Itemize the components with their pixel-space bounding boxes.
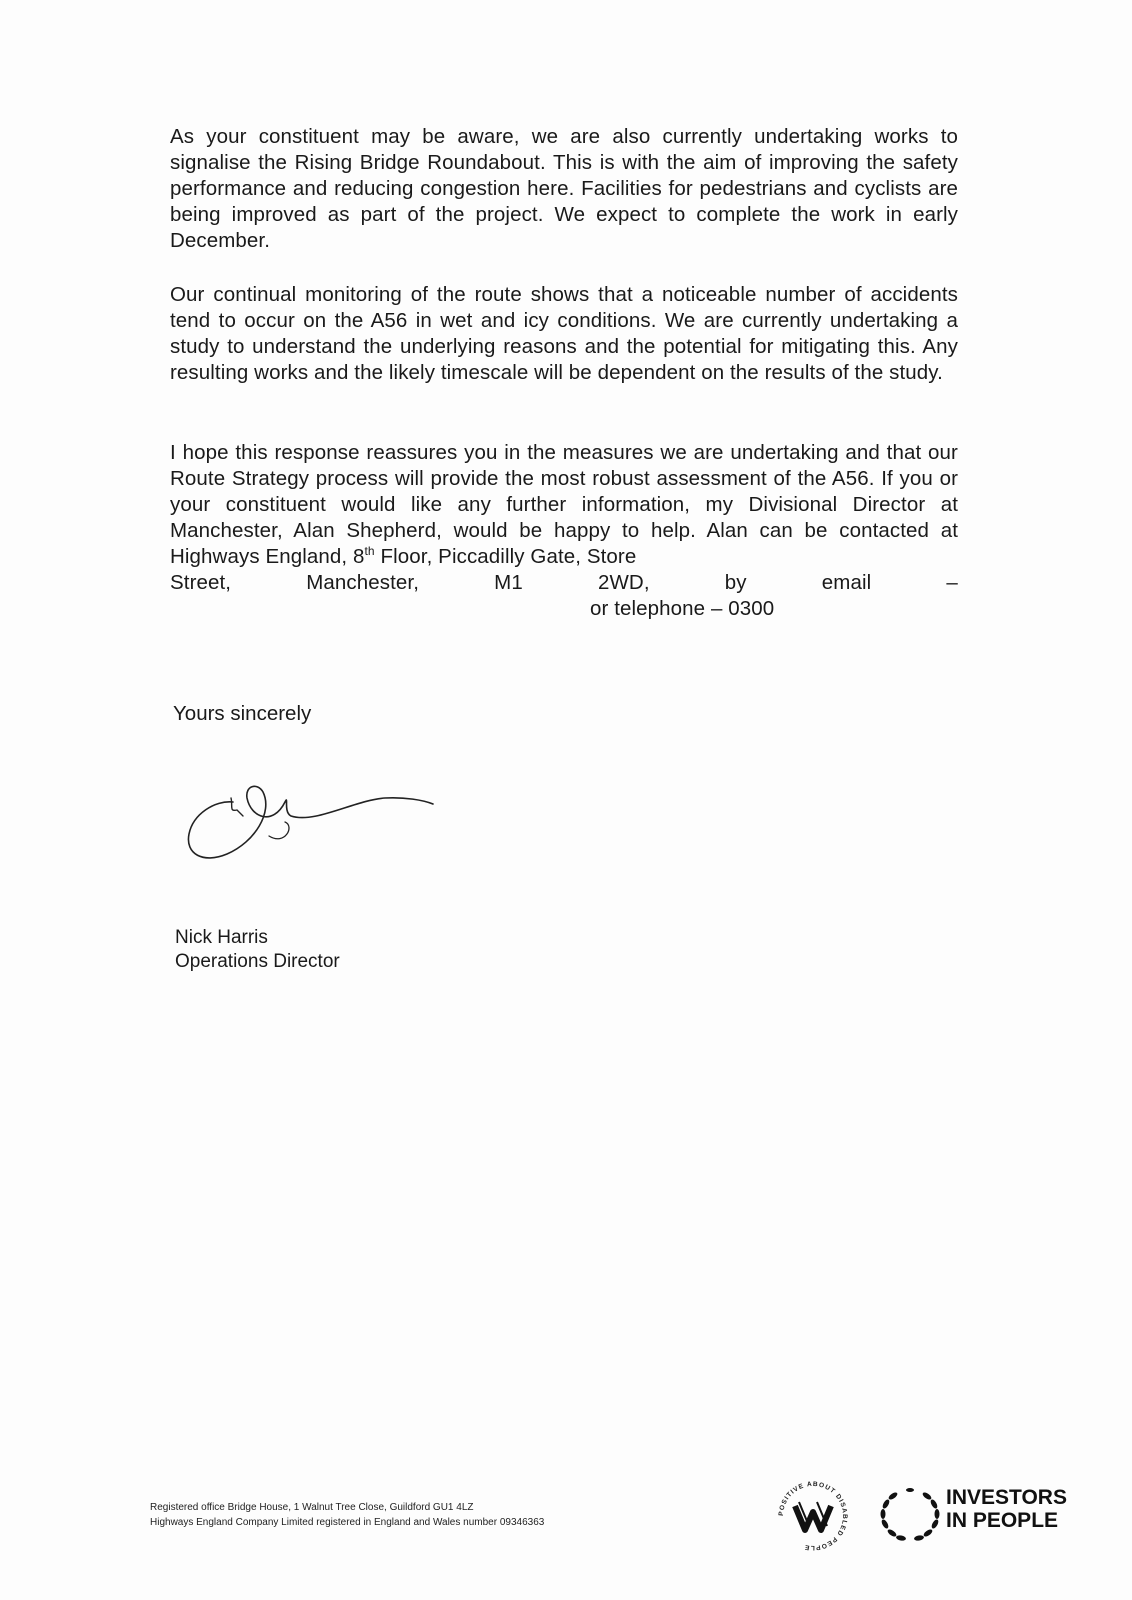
footer-registered-office: Registered office Bridge House, 1 Walnut Tree Close, Guildford GU1 4LZ bbox=[150, 1502, 474, 1513]
address-word: 2WD, bbox=[597, 571, 650, 594]
investors-in-people-wordmark bbox=[946, 1486, 1067, 1532]
investors-in-people-laurel-icon bbox=[875, 1482, 945, 1548]
logo-ring-text: POSITIVE ABOUT DISABLED PEOPLE bbox=[777, 1480, 849, 1552]
address-word: – bbox=[946, 571, 958, 594]
paragraph-text bbox=[170, 440, 958, 570]
closing-salutation: Yours sincerely bbox=[173, 702, 312, 725]
letter-paragraph-2 bbox=[170, 282, 958, 386]
footer bbox=[150, 1500, 544, 1530]
address-word: Street, bbox=[170, 571, 232, 594]
address-word: M1 bbox=[494, 571, 523, 594]
signatory-title: Operations Director bbox=[175, 951, 340, 972]
ordinal-superscript: th bbox=[364, 544, 375, 559]
wordmark-line-2: IN PEOPLE bbox=[946, 1509, 1059, 1532]
letter-paragraph-1 bbox=[170, 124, 958, 254]
paragraph-continuation: Floor, Piccadilly Gate, Store bbox=[374, 545, 637, 568]
paragraph-text: As your constituent may be aware, we are also currently undertaking works to signalise the Rising Bridge Roundabout. This is with the aim of improving the safety performance and reducing congestion here. Facilities for pedestrians and cyclists are being improved as part of the project. We expect to complete the work in early December. bbox=[170, 125, 958, 252]
positive-about-disabled-people-icon bbox=[773, 1478, 853, 1554]
footer-company-registration: Highways England Company Limited registered in England and Wales number 09346363 bbox=[150, 1517, 545, 1528]
address-line bbox=[170, 570, 958, 596]
letter-paragraph-3 bbox=[170, 440, 958, 622]
wordmark-line-1: INVESTORS bbox=[946, 1486, 1067, 1509]
telephone-line: or telephone – 0300 bbox=[590, 597, 775, 620]
address-word: email bbox=[821, 571, 872, 594]
paragraph-text: Our continual monitoring of the route shows that a noticeable number of accidents tend to occur on the A56 in wet and icy conditions. We are currently undertaking a study to understand the underlying reasons and the potential for mitigating this. Any resulting works and the likely timescale will be dependent on the results of the study. bbox=[170, 283, 958, 384]
handwritten-signature bbox=[185, 782, 455, 894]
address-word: by bbox=[724, 571, 747, 594]
signatory-name: Nick Harris bbox=[175, 927, 268, 948]
paragraph-main-text: I hope this response reassures you in the measures we are undertaking and that our Route Strategy process will provide the most robust assessment of the A56. If you or your constituent would like any further information, my Divisional Director at Manchester, Alan Shepherd, would be happy to help. Alan can be contacted at Highways England, 8 bbox=[170, 441, 958, 568]
address-word: Manchester, bbox=[306, 571, 420, 594]
